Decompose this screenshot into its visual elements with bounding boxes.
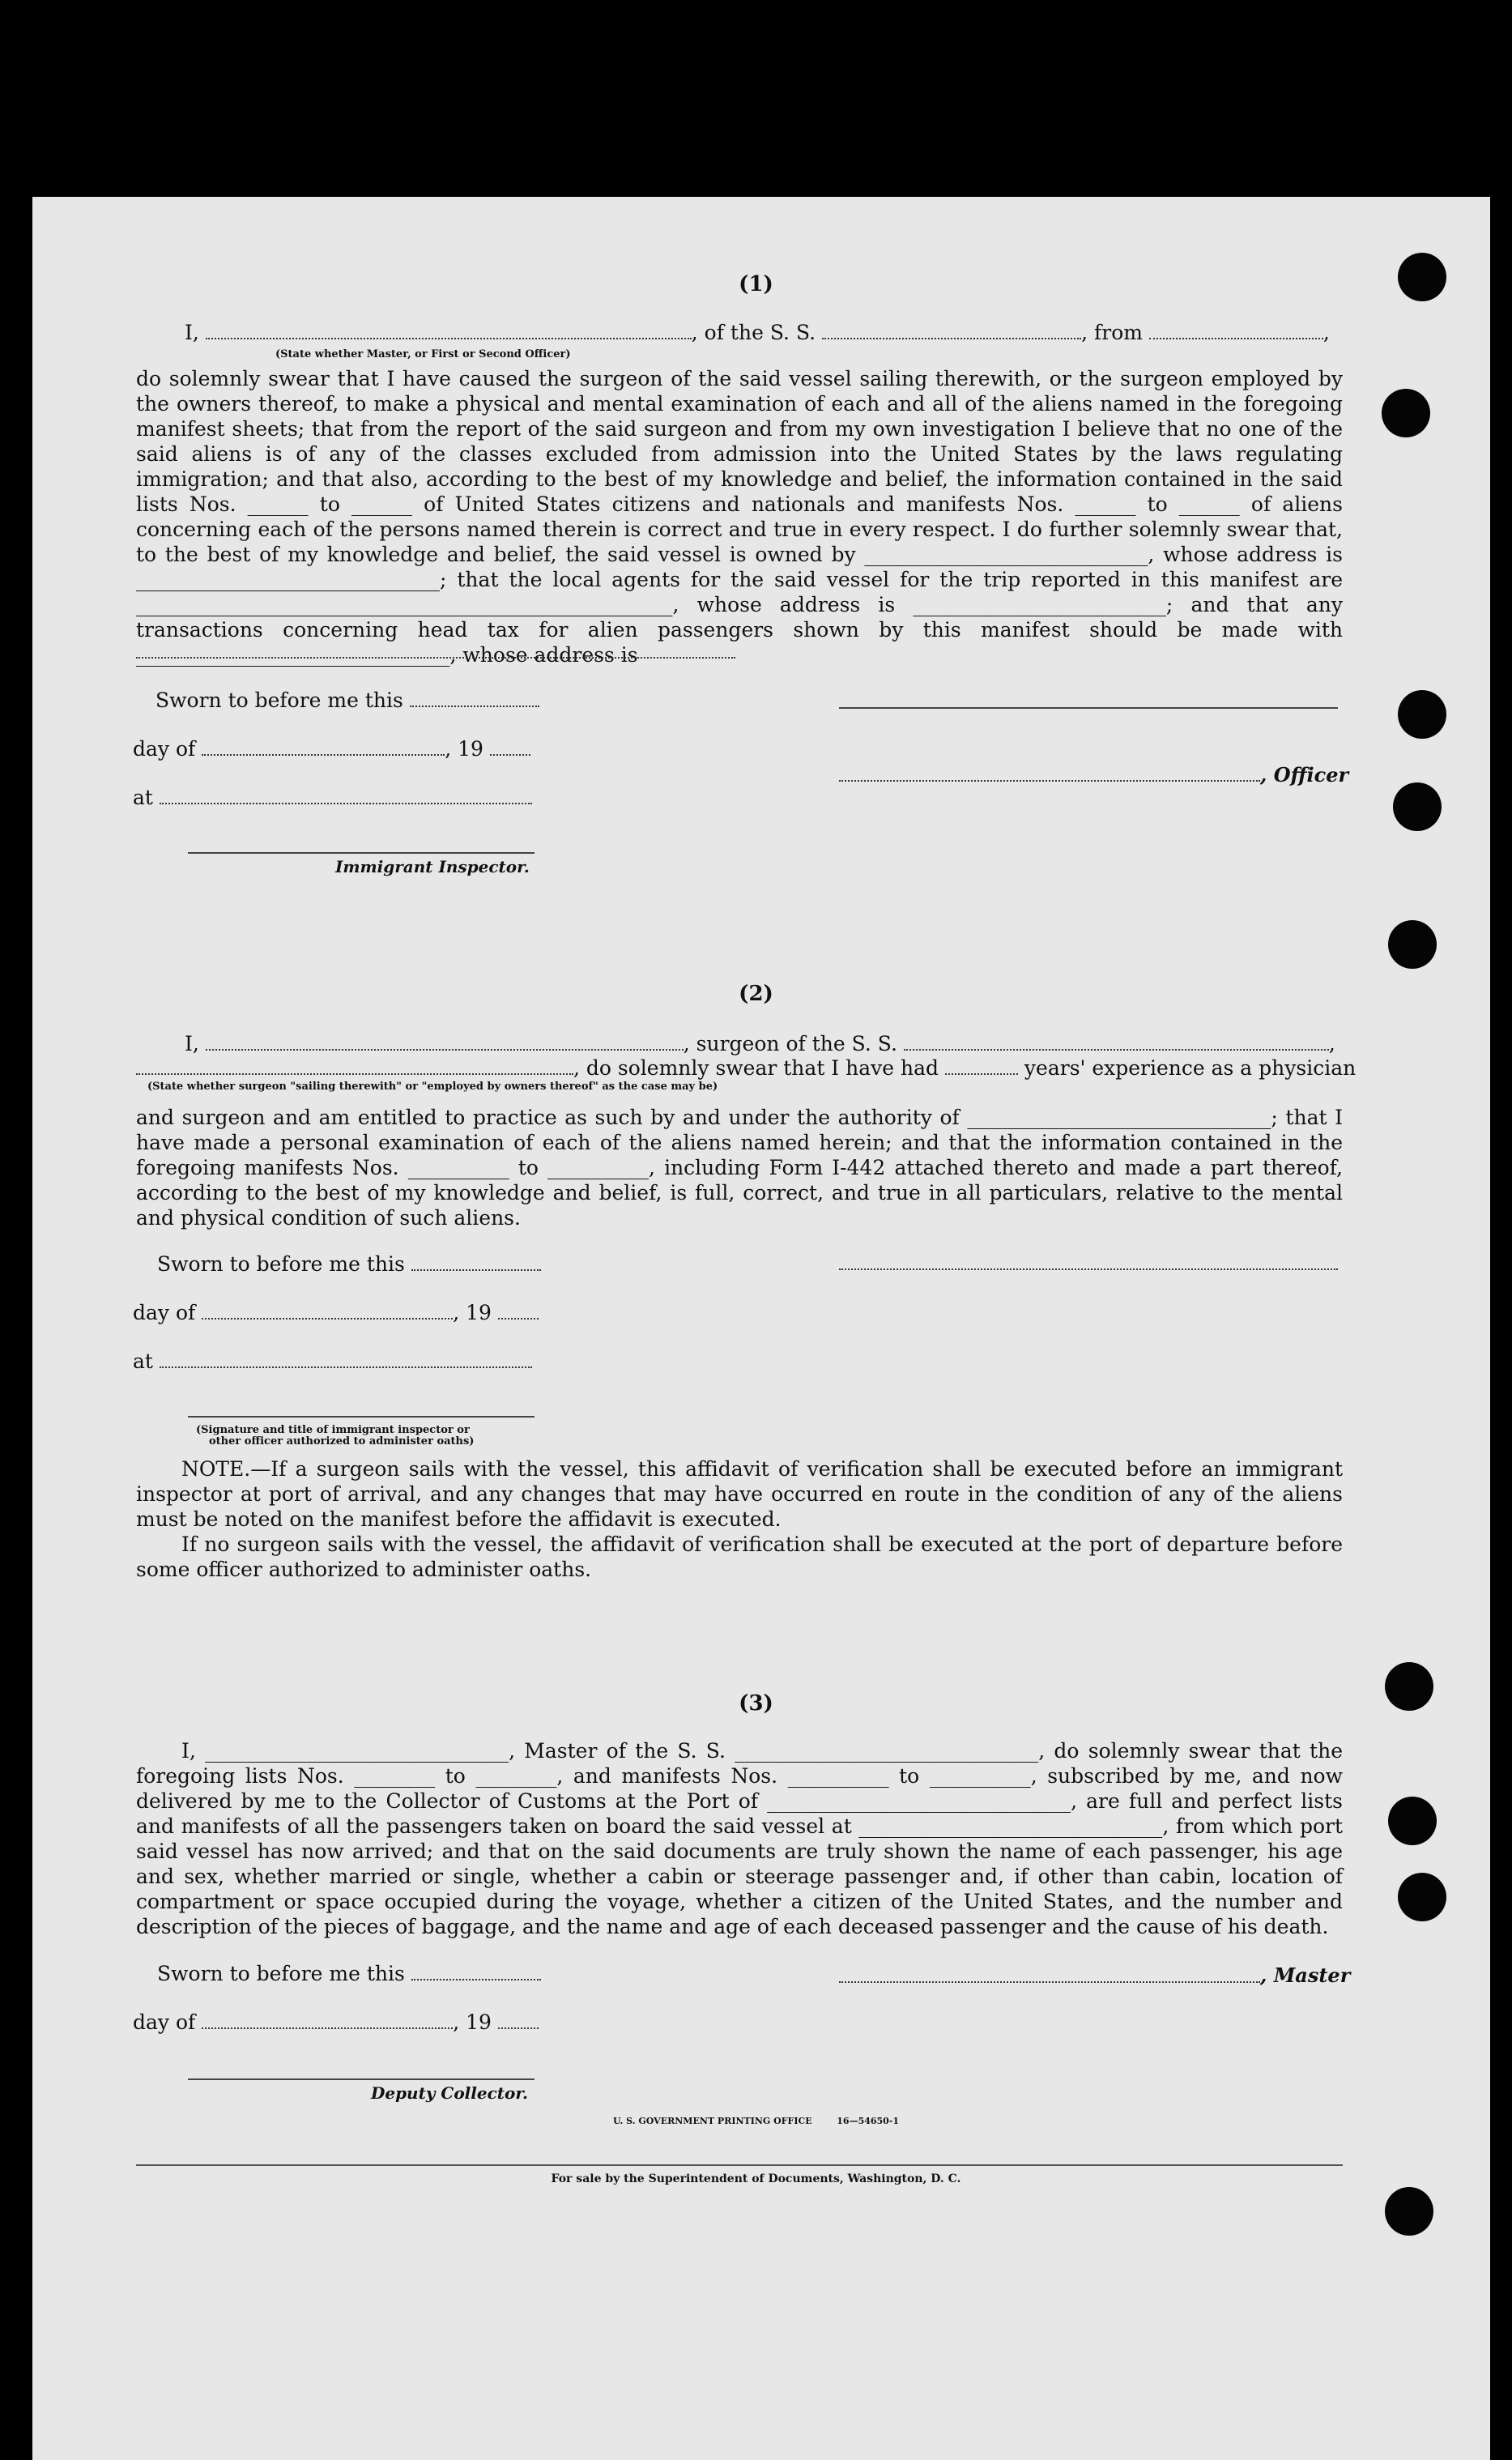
punch-hole [1398,690,1446,739]
collector-signature-line[interactable] [188,2078,535,2080]
surgeon-note [136,1456,1343,1582]
section-3-oath-text: I, ______________________________, Master of the S. S. ______________________________, do solemnly swear that the foregoing lists Nos. ________ to ________, and manifests Nos. __________ to __________, subscribed by me, and now delivered by me to the Collector of Customs at the Port of ______________________________, are full and perfect lists and manifests of all the passengers taken on board the said vessel at ______________________________, from which port said vessel has now arrived; and that on the said documents are truly shown the name of each passenger, his age and sex, whether married or single, whether a cabin or steerage passenger and, if other than cabin, location of compartment or space occupied during the voyage, whether a citizen of the United States, and the number and description of the pieces of baggage, and the name and age of each deceased passenger and the cause of his death. [136,1739,1343,1938]
section-3-day [133,2010,539,2034]
note-paragraph-1: NOTE.—If a surgeon sails with the vessel, this affidavit of verification shall be executed before an immigrant inspector at port of arrival, and any changes that may have occurred en route in the condition of any of the aliens must be noted on the manifest before the affidavit is executed. [136,1457,1343,1531]
section-2-signature-line[interactable] [188,1416,535,1418]
day-of-label: day of [133,2010,196,2034]
section-1-trailing-line [136,657,735,659]
section-1-ss-label: , of the S. S. [691,321,816,344]
section-1-oath [136,366,1343,667]
punch-hole [1393,782,1442,831]
section-2-number: (2) [739,982,773,1006]
section-1-sworn [155,689,539,712]
note-paragraph-2: If no surgeon sails with the vessel, the affidavit of verification shall be executed at the port of departure before some officer authorized to administer oaths. [136,1533,1343,1581]
year-label: , 19 [453,1301,492,1324]
surgeon-status-field[interactable] [136,1072,573,1075]
year-field[interactable] [498,2027,539,2029]
master-name-field[interactable] [206,337,692,339]
years-field[interactable] [945,1072,1018,1075]
day-field[interactable] [202,753,445,756]
sworn-field[interactable] [411,1268,541,1271]
section-1-at [133,786,532,809]
at-label: at [133,786,153,809]
section-3-number: (3) [739,1691,773,1716]
section-3-sworn [157,1962,541,1985]
section-1-oath-text: do solemnly swear that I have caused the surgeon of the said vessel sailing therewith, or the surgeon employed by the owners thereof, to make a physical and mental examination of each and all of the aliens named in the foregoing manifest sheets; that from the report of the said surgeon and from my own investigation I believe that no one of the said aliens is of any of the classes excluded from admission into the United States by the laws regulating immigration; and that also, according to the best of my knowledge and belief, the information contained in the said lists Nos. ______ to ______ of United States citizens and nationals and manifests Nos. ______ to ______ of aliens concerning each of the persons named therein is correct and true in every respect. I do further solemnly swear that, to the best of my knowledge and belief, the said vessel is owned by ____________________________, whose address is ______________________________; that the local agents for the said vessel for the trip reported in this manifest are _____________________________________________________, whose address is _________________________; and that any transactions concerning head tax for alien passengers shown by this manifest should be made with _______________________________, whose address is [136,367,1343,667]
from-port-field[interactable] [1149,337,1323,339]
master-label: , Master [1260,1963,1351,1987]
sworn-field[interactable] [411,1978,541,1980]
section-2-caption: (State whether surgeon "sailing therewith" or "employed by owners thereof" as the case may be) [147,1081,718,1093]
section-2-oath [136,1105,1343,1230]
section-2-comma: , [1328,1032,1335,1055]
surgeon-name-field[interactable] [206,1048,684,1051]
sworn-label: Sworn to before me this [157,1252,405,1276]
punch-hole [1388,1797,1437,1845]
section-2-first-line [185,1032,1335,1055]
deputy-collector-label: Deputy Collector. [371,2083,529,2103]
year-field[interactable] [498,1317,539,1320]
officer-signature-line-2[interactable] [839,780,1260,782]
at-field[interactable] [160,802,532,804]
surgeon-of-ss-label: , surgeon of the S. S. [683,1032,897,1055]
year-label: , 19 [445,737,483,761]
section-1-number: (1) [739,272,773,296]
section-1-day [133,737,530,761]
year-field[interactable] [490,753,530,756]
section-2-vessel-field[interactable] [904,1048,1329,1051]
signature-caption-1: (Signature and title of immigrant inspector or [196,1424,470,1436]
years-label: years' experience as a physician [1024,1056,1357,1080]
sworn-label: Sworn to before me this [155,689,403,712]
at-label: at [133,1349,153,1373]
section-2-at [133,1349,532,1373]
section-2-oath-text: and surgeon and am entitled to practice as such by and under the authority of ______________________________; that I have made a personal examination of each of the aliens named herein; and that the information contained in the foregoing manifests Nos. __________ to __________, including Form I-442 attached thereto and made a part thereof, according to the best of my knowledge and belief, is full, correct, and true in all particulars, relative to the mental and physical condition of such aliens. [136,1106,1343,1230]
footer-text: For sale by the Superintendent of Documents, Washington, D. C. [551,2172,961,2185]
punch-hole [1388,920,1437,969]
section-1-caption: (State whether Master, or First or Second Officer) [275,348,571,360]
signature-caption-2: other officer authorized to administer oaths) [209,1435,475,1447]
footer-rule [136,2164,1343,2166]
sworn-field[interactable] [410,705,539,707]
day-field[interactable] [202,2027,453,2029]
day-field[interactable] [202,1317,453,1320]
punch-hole [1398,1873,1446,1921]
section-2-i: I, [185,1032,199,1055]
section-1-comma: , [1322,321,1330,344]
section-1-from-label: , from [1081,321,1143,344]
master-signature-line[interactable] [839,1981,1260,1983]
section-3-oath [136,1738,1343,1939]
printer-line: U. S. GOVERNMENT PRINTING OFFICE 16—54650-1 [612,2116,900,2126]
year-label: , 19 [453,2010,492,2034]
punch-hole [1385,2187,1433,2236]
vessel-name-field[interactable] [822,337,1081,339]
sworn-label: Sworn to before me this [157,1962,405,1985]
inspector-signature-line[interactable] [188,852,535,854]
section-2-sworn [157,1252,541,1276]
day-of-label: day of [133,1301,196,1324]
section-1-i: I, [185,321,199,344]
immigrant-inspector-label: Immigrant Inspector. [335,857,530,876]
surgeon-signature-line[interactable] [839,1268,1338,1270]
section-1-first-line [185,321,1330,344]
officer-label: , Officer [1260,763,1349,787]
officer-signature-line-1[interactable] [839,707,1338,709]
at-field[interactable] [160,1366,532,1368]
day-of-label: day of [133,737,196,761]
swear-label: , do solemnly swear that I have had [573,1056,939,1080]
section-2-day [133,1301,539,1324]
section-2-second-line [136,1056,1356,1080]
punch-hole [1382,389,1430,437]
